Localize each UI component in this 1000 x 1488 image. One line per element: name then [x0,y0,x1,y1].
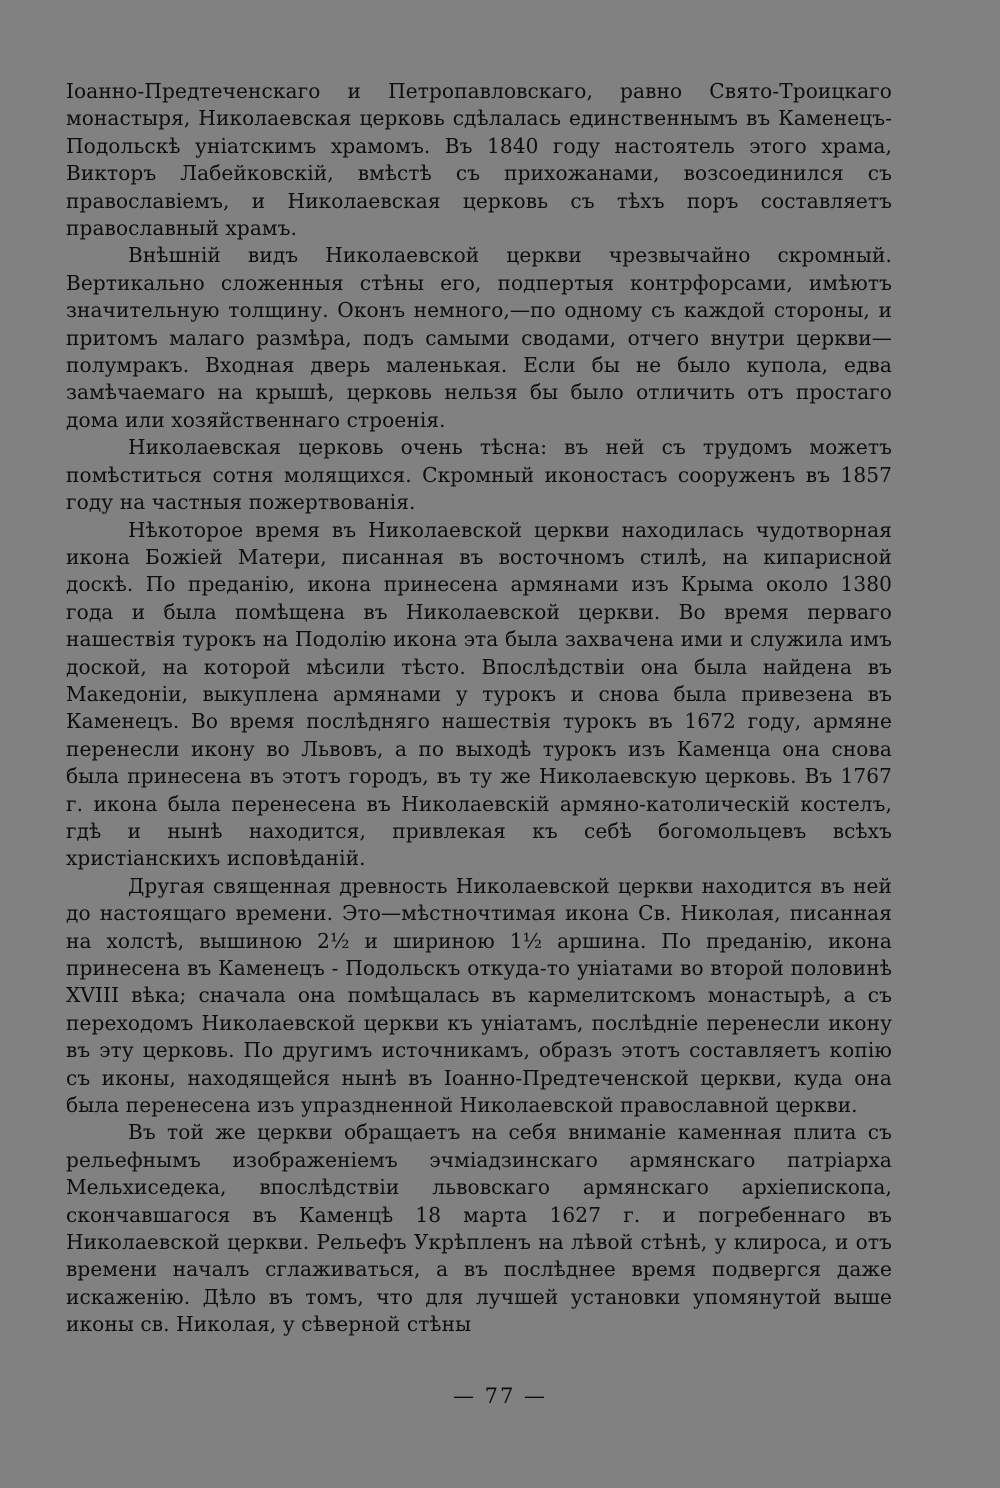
page-number: — 77 — [452,1384,548,1408]
paragraph-6: Въ той же церкви обращаетъ на себя вниманіе каменная плита съ рельефнымъ изображеніемъ эчміадзинскаго армянскаго патріарха Мельхиседека, впослѣдствіи львовскаго армянскаго архіепископа, скончавшагося въ Каменцѣ 18 марта 1627 г. и погребеннаго въ Николаевской церкви. Рельефъ Укрѣпленъ на лѣвой стѣнѣ, у клироса, и отъ времени началъ сглаживаться, а въ послѣднее время подвергся даже искаженію. Дѣло въ томъ, что для лучшей установки упомянутой выше иконы св. Николая, у сѣверной стѣны [66,1120,892,1337]
paragraph-1: Іоанно-Предтеченскаго и Петропавловскаго, равно Свято-Троицкаго монастыря, Николаевская церковь сдѣлалась единственнымъ въ Каменецъ-Подольскѣ уніатскимъ храмомъ. Въ 1840 году настоятель этого храма, Викторъ Лабейковскій, вмѣстѣ съ прихожанами, возсоединился съ православіемъ, и Николаевская церковь съ тѣхъ поръ составляетъ православный храмъ. [66,79,892,241]
paragraph-4: Нѣкоторое время въ Николаевской церкви находилась чудотворная икона Божіей Матери, писанная въ восточномъ стилѣ, на кипарисной доскѣ. По преданію, икона принесена армянами изъ Крыма около 1380 года и была помѣщена въ Николаевской церкви. Во время перваго нашествія турокъ на Подолію икона эта была захвачена ими и служила имъ доской, на которой мѣсили тѣсто. Впослѣдствіи она была найдена въ Македоніи, выкуплена армянами у турокъ и снова была привезена въ Каменецъ. Во время послѣдняго нашествія турокъ въ 1672 году, армяне перенесли икону во Львовъ, а по выходѣ турокъ изъ Каменца она снова была принесена въ этотъ городъ, въ ту же Николаевскую церковь. Въ 1767 г. икона была перенесена въ Николаевскій армяно-католическій костелъ, гдѣ и нынѣ находится, привлекая къ себѣ богомольцевъ всѣхъ христіанскихъ исповѣданій. [66,517,892,871]
paragraph-2: Внѣшній видъ Николаевской церкви чрезвычайно скромный. Вертикально сложенныя стѣны его, подпертыя контрфорсами, имѣютъ значительную толщину. Оконъ немного,—по одному съ каждой стороны, и притомъ малаго размѣра, подъ самыми сводами, отчего внутри церкви—полумракъ. Входная дверь маленькая. Если бы не было купола, едва замѣчаемаго на крышѣ, церковь нельзя бы было отличить отъ простаго дома или хозяйственнаго строенія. [66,243,892,432]
paragraph-3: Николаевская церковь очень тѣсна: въ ней съ трудомъ можетъ помѣститься сотня молящихся. Скромный иконостасъ сооруженъ въ 1857 году на частныя пожертвованія. [66,435,892,515]
body-text [66,78,892,1339]
paragraph-5: Другая священная древность Николаевской церкви находится въ ней до настоящаго времени. Это—мѣстночтимая икона Св. Николая, писанная на холстѣ, вышиною 2½ и шириною 1½ аршина. По преданію, икона принесена въ Каменецъ - Подольскъ откуда-то уніатами во второй половинѣ XVIII вѣка; сначала она помѣщалась въ кармелитскомъ монастырѣ, а съ переходомъ Николаевской церкви къ уніатамъ, послѣдніе перенесли икону въ эту церковь. По другимъ источникамъ, образъ этотъ составляетъ копію съ иконы, находящейся нынѣ въ Іоанно-Предтеченской церкви, куда она была перенесена изъ упраздненной Николаевской православной церкви. [66,873,892,1118]
